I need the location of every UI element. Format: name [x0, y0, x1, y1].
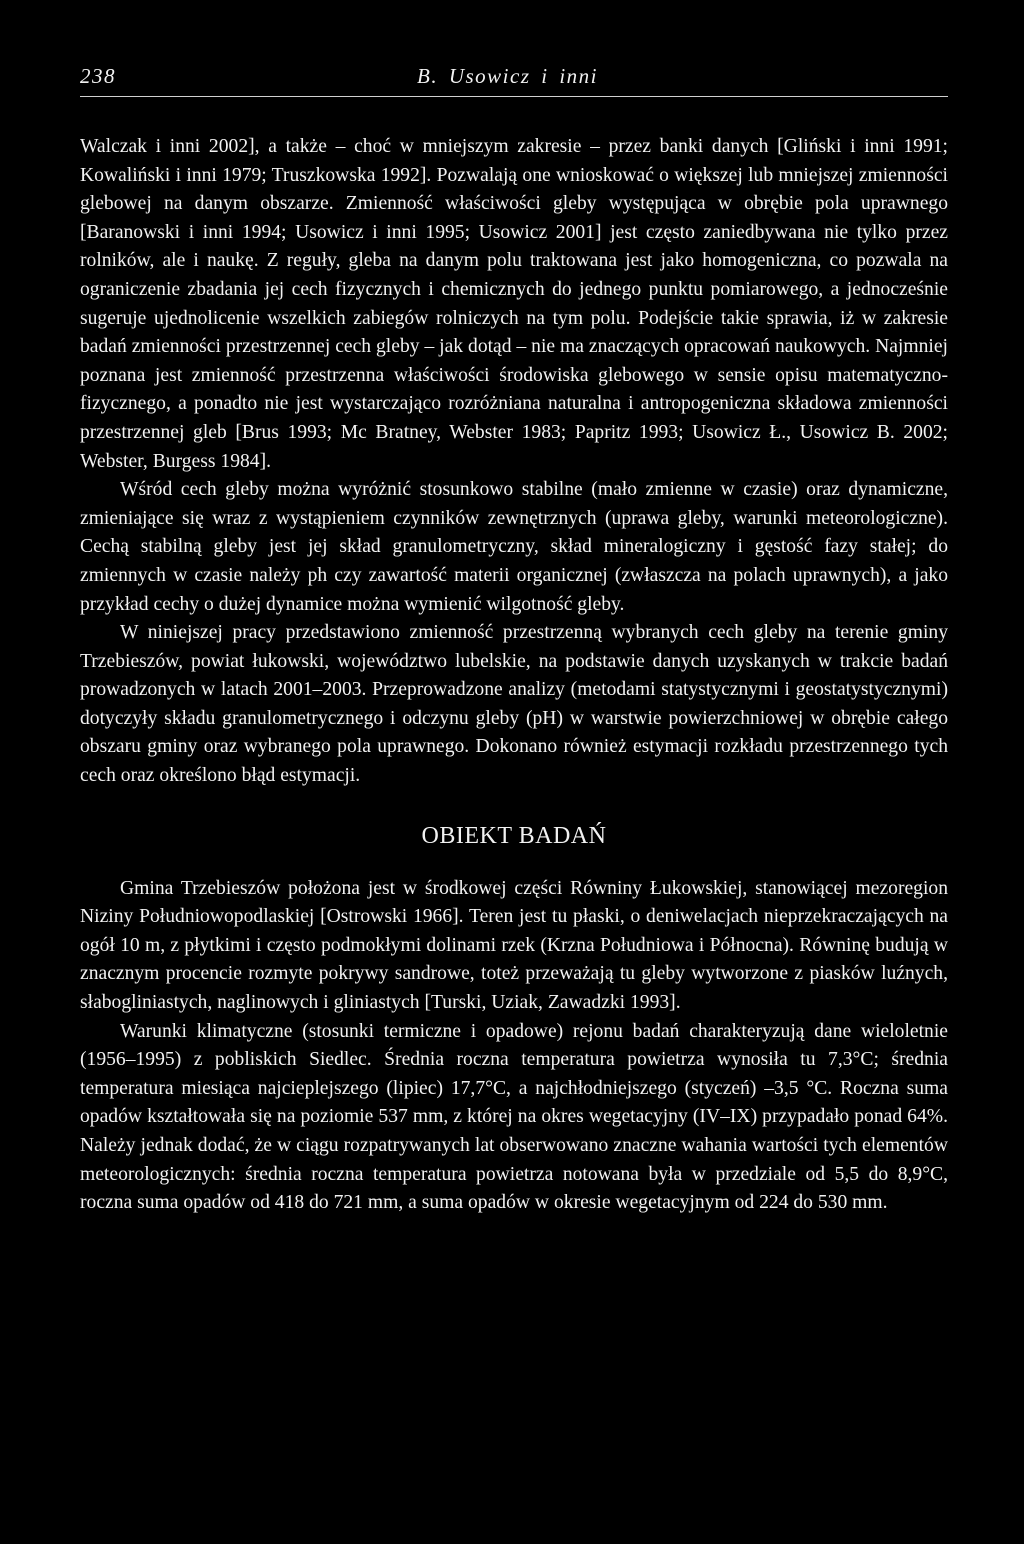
section-heading: OBIEKT BADAŃ: [421, 822, 607, 849]
journal-page: [80, 56, 948, 1218]
page-number: 238: [80, 64, 116, 88]
paragraph-study-area: Gmina Trzebieszów położona jest w środkowej części Równiny Łukowskiej, stanowiącej mezoregion Niziny Południowopodlaskiej [Ostrowski 1966]. Teren jest tu płaski, o deniwelacjach nieprzekraczających na ogół 10 m, z płytkimi i często podmokłymi dolinami rzek (Krzna Południowa i Północna). Równinę budują w znacznym procencie rozmyte pokrywy sandrowe, toteż przeważają tu gleby wytworzone z piasków luźnych, słabogliniastych, naglinowych i gliniastych [Turski, Uziak, Zawadzki 1993].: [80, 877, 948, 1014]
paragraph-soil-features: Wśród cech gleby można wyróżnić stosunkowo stabilne (mało zmienne w czasie) oraz dynamiczne, zmieniające się wraz z wystąpieniem czynników zewnętrznych (uprawa gleby, warunki meteorologiczne). Cechą stabilną gleby jest jej skład granulometryczny, skład mineralogiczny i gęstość fazy stałej; do zmiennych w czasie należy ph czy zawartość materii organicznej (zwłaszcza na polach uprawnych), a jako przykład cechy o dużej dynamice można wymienić wilgotność gleby.: [80, 479, 948, 615]
article-body: [80, 133, 948, 1218]
running-head: [80, 56, 948, 97]
paragraph-climate: Warunki klimatyczne (stosunki termiczne i opadowe) rejonu badań charakteryzują dane wieloletnie (1956–1995) z pobliskich Siedlec. Średnia roczna temperatura powietrza wynosiła tu 7,3°C; średnia temperatura miesiąca najcieplejszego (lipiec) 17,7°C, a najchłodniejszego (styczeń) –3,5 °C. Roczna suma opadów kształtowała się na poziomie 537 mm, z której na okres wegetacyjny (IV–IX) przypadało ponad 64%. Należy jednak dodać, że w ciągu rozpatrywanych lat obserwowano znaczne wahania wartości tych elementów meteorologicznych: średnia roczna temperatura powietrza notowana była w przedziale od 5,5 do 8,9°C, roczna suma opadów od 418 do 721 mm, a suma opadów w okresie wegetacyjnym od 224 do 530 mm.: [80, 1020, 948, 1214]
paragraph-intro-continued: Walczak i inni 2002], a także – choć w mniejszym zakresie – przez banki danych [Gliński i inni 1991; Kowaliński i inni 1979; Truszkowska 1992]. Pozwalają one wnioskować o większej lub mniejszej zmienności glebowej na danym obszarze. Zmienność właściwości gleby występująca w obrębie pola uprawnego [Baranowski i inni 1994; Usowicz i inni 1995; Usowicz 2001] jest często zaniedbywana nie tylko przez rolników, ale i naukę. Z reguły, gleba na danym polu traktowana jest jako homogeniczna, co pozwala na ograniczenie zbadania jej cech fizycznych i chemicznych do jednego punktu pomiarowego, a jednocześnie sugeruje ujednolicenie wszelkich zabiegów rolniczych na tym polu. Podejście takie sprawia, iż w zakresie badań zmienności przestrzennej cech gleby – jak dotąd – nie ma znaczących opracowań naukowych. Najmniej poznana jest zmienność przestrzenna właściwości środowiska glebowego w sensie opisu matematyczno-fizycznego, a ponadto nie jest wystarczająco rozróżniana naturalna i antropogeniczna składowa zmienności przestrzennej gleb [Brus 1993; Mc Bratney, Webster 1983; Papritz 1993; Usowicz Ł., Usowicz B. 2002; Webster, Burgess 1984].: [80, 136, 948, 472]
running-title: B. Usowicz i inni: [417, 64, 599, 88]
paragraph-study-scope: W niniejszej pracy przedstawiono zmienność przestrzenną wybranych cech gleby na terenie gminy Trzebieszów, powiat łukowski, województwo lubelskie, na podstawie danych uzyskanych w trakcie badań prowadzonych w latach 2001–2003. Przeprowadzone analizy (metodami statystycznymi i geostatystycznymi) dotyczyły składu granulometrycznego i odczynu gleby (pH) w warstwie powierzchniowej w obrębie całego obszaru gminy oraz wybranego pola uprawnego. Dokonano również estymacji rozkładu przestrzennego tych cech oraz określono błąd estymacji.: [80, 622, 948, 787]
